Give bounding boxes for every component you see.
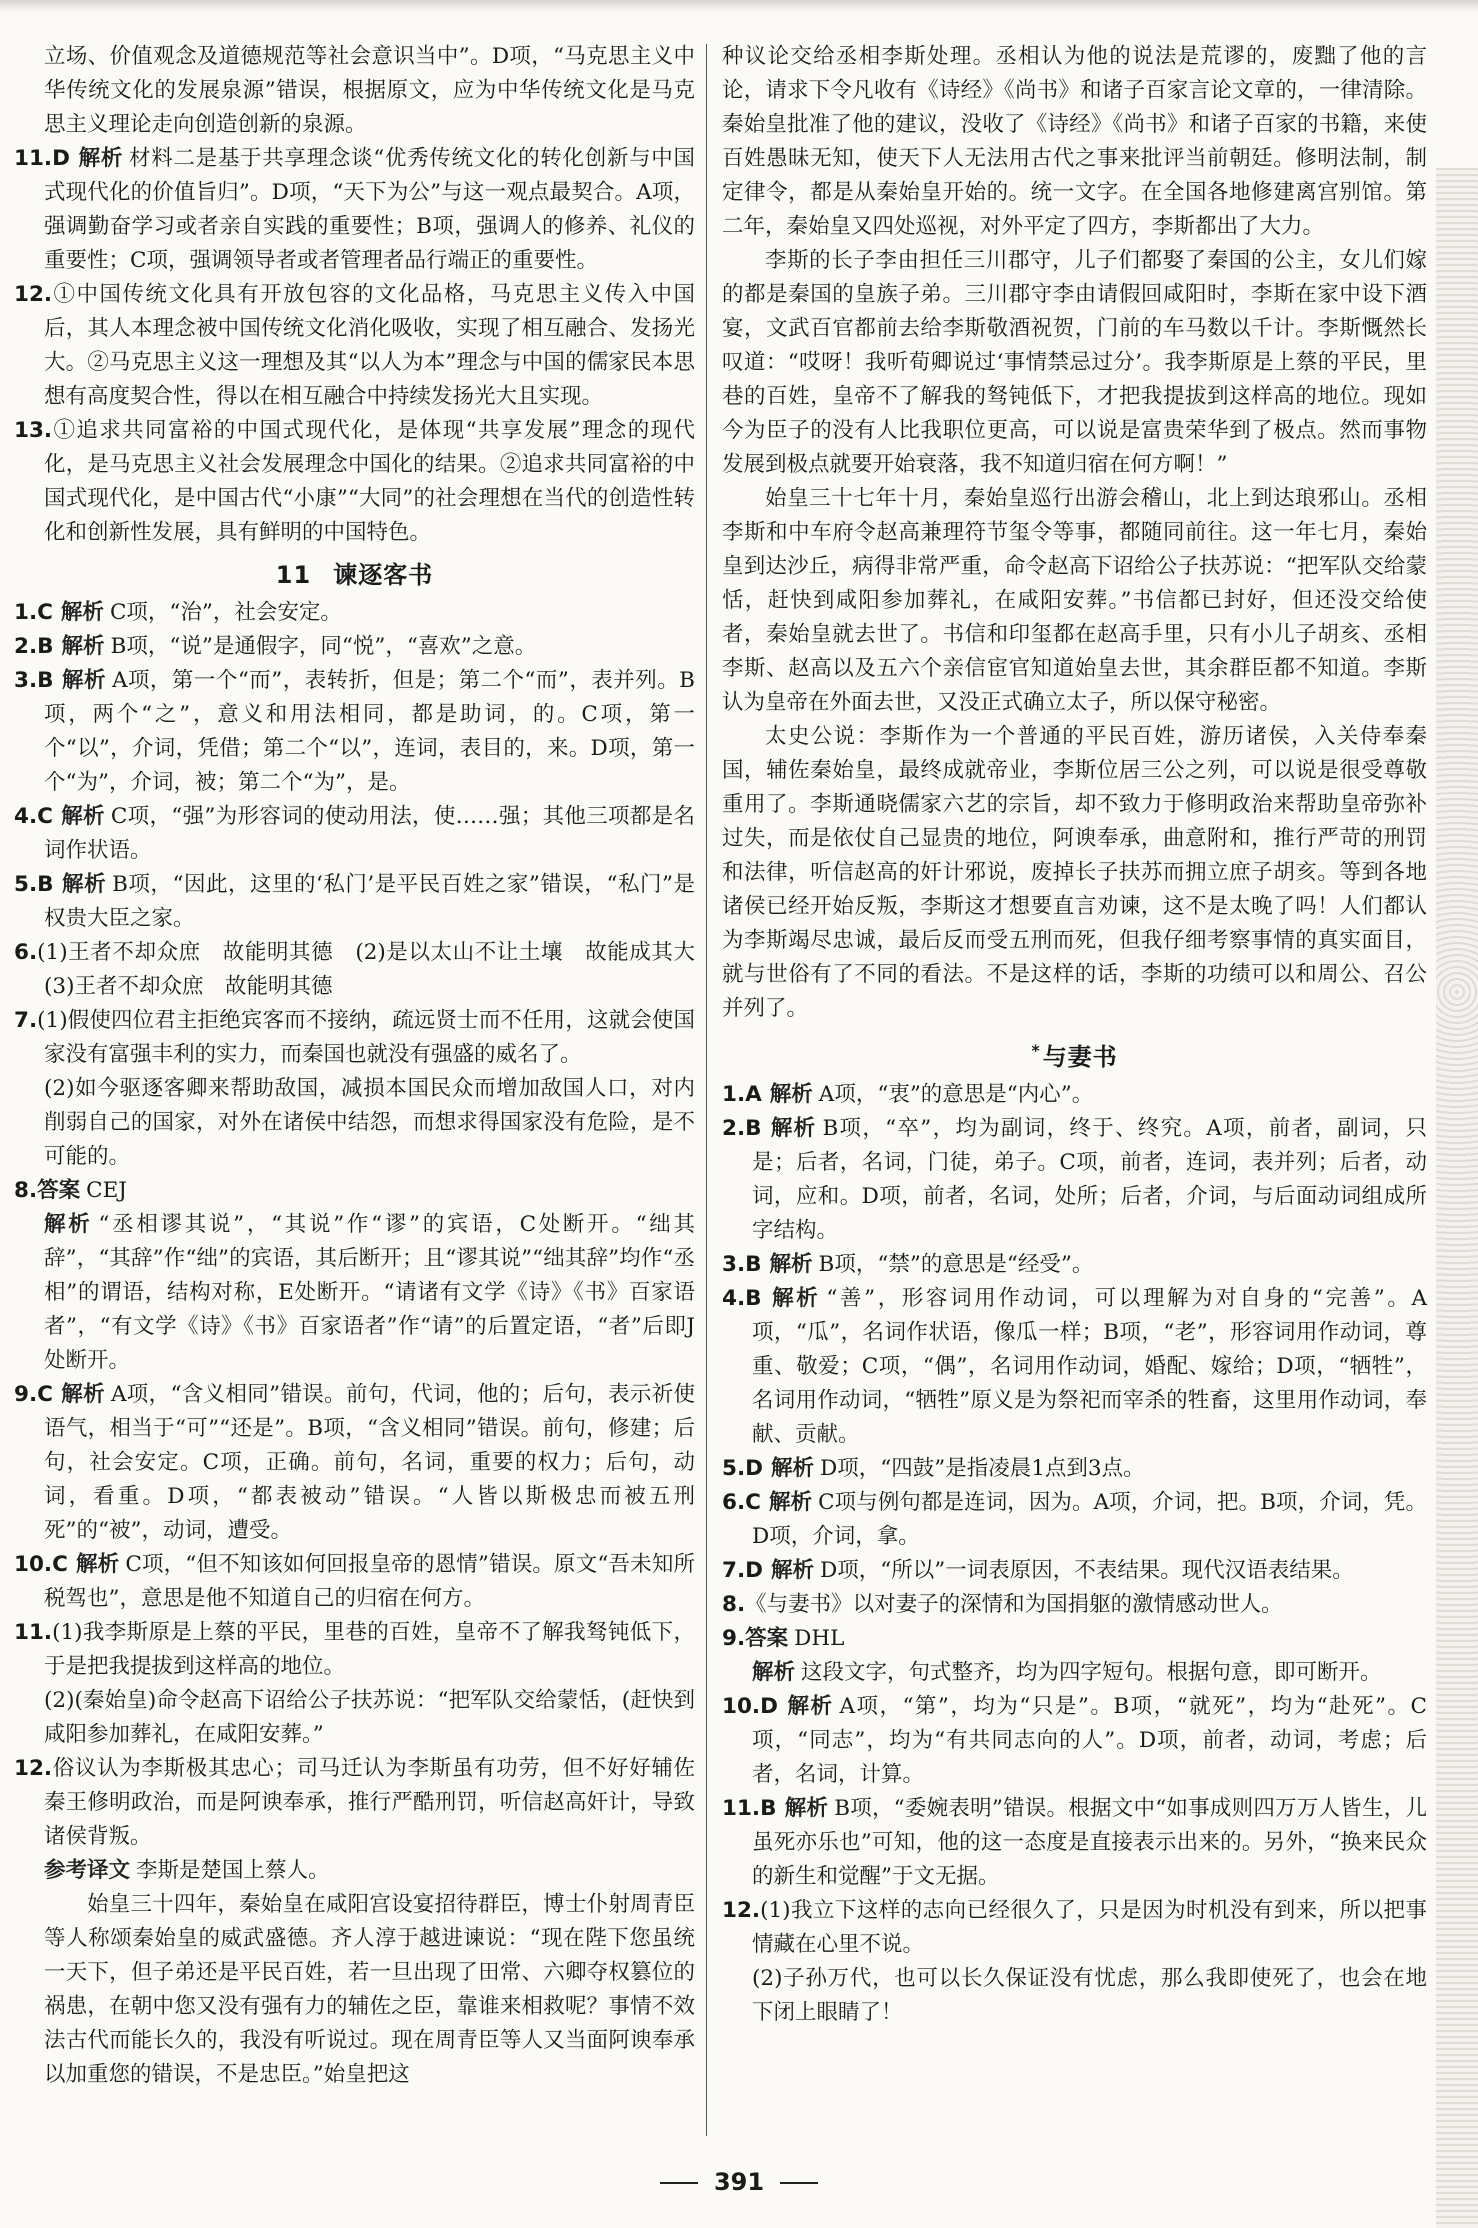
answer-item: 2.B 解析 B项，“说”是通假字，同“悦”，“喜欢”之意。 bbox=[14, 634, 537, 659]
translation-text: 始皇三十七年十月，秦始皇巡行出游会稽山，北上到达琅邪山。丞相李斯和中车府令赵高兼理符节玺令等事，都随同前往。这一年七月，秦始皇到达沙丘，病得非常严重，命令赵高下诏给公子扶苏说：“把军队交给蒙恬，赶快到咸阳参加葬礼，在咸阳安葬。”书信都已封好，但还没交给使者，秦始皇就去世了。书信和印玺都在赵高手里，只有小儿子胡亥、丞相李斯、赵高以及五六个亲信宦官知道始皇去世，其余群臣都不知道。李斯认为皇帝在外面去世，又没正式确立太子，所以保守秘密。 bbox=[722, 486, 1427, 715]
footer-dash bbox=[780, 2182, 818, 2184]
margin-decoration bbox=[1436, 168, 1478, 2228]
answer-item: 1.C 解析 C项，“治”，社会安定。 bbox=[14, 600, 342, 625]
column-divider bbox=[706, 44, 707, 2136]
answer-item: 5.D 解析 D项，“四鼓”是指凌晨1点到3点。 bbox=[722, 1456, 1145, 1481]
right-column bbox=[722, 40, 1427, 2030]
answer-item: 12.(1)我立下这样的志向已经很久了，只是因为时机没有到来，所以把事情藏在心里不说。 bbox=[722, 1898, 1427, 1957]
answer-item: 12.俗议认为李斯极其忠心；司马迁认为李斯虽有功劳，但不好好辅佐秦王修明政治，而是阿谀奉承，推行严酷刑罚，听信赵高奸计，导致诸侯背叛。 bbox=[14, 1756, 695, 1849]
section-title: 11 谏逐客书 bbox=[275, 561, 434, 589]
answer-item: 3.B 解析 B项，“禁”的意思是“经受”。 bbox=[722, 1252, 1094, 1277]
answer-item: 10.D 解析 A项，“第”，均为“只是”。B项，“就死”，均为“赴死”。C项，“同志”，均为“有共同志向的人”。D项，前者，动词，考虑；后者，名词，计算。 bbox=[722, 1694, 1427, 1787]
translation-text: 李斯的长子李由担任三川郡守，儿子们都娶了秦国的公主，女儿们嫁的都是秦国的皇族子弟。三川郡守李由请假回咸阳时，李斯在家中设下酒宴，文武百官都前去给李斯敬酒祝贺，门前的车马数以千计。李斯慨然长叹道：“哎呀！我听荀卿说过‘事情禁忌过分’。我李斯原是上蔡的平民，里巷的百姓，皇帝不了解我的驽钝低下，才把我提拔到这样高的地位。现如今为臣子的没有人比我职位更高，可以说是富贵荣华到了极点。然而事物发展到极点就要开始衰落，我不知道归宿在何方啊！” bbox=[722, 248, 1427, 477]
answer-subpart: (2)子孙万代，也可以长久保证没有忧虑，那么我即使死了，也会在地下闭上眼睛了！ bbox=[752, 1966, 1427, 2025]
answer-item: 11.D 解析 材料二是基于共享理念谈“优秀传统文化的转化创新与中国式现代化的价值旨归”。D项，“天下为公”与这一观点最契合。A项，强调勤奋学习或者亲自实践的重要性；B项，强调人的修养、礼仪的重要性；C项，强调领导者或者管理者品行端正的重要性。 bbox=[14, 146, 695, 273]
answer-subpart: (2)如今驱逐客卿来帮助敌国，减损本国民众而增加敌国人口，对内削弱自己的国家，对外在诸侯中结怨，而想求得国家没有危险，是不可能的。 bbox=[44, 1076, 695, 1169]
answer-subpart: 解析 “丞相谬其说”，“其说”作“谬”的宾语，C处断开。“绌其辞”，“其辞”作“绌”的宾语，其后断开；且“谬其说”“绌其辞”均作“丞相”的谓语，结构对称，E处断开。“请诸有文学《诗》《书》百家语者”，“有文学《诗》《书》百家语者”作“请”的后置定语，“者”后即J处断开。 bbox=[44, 1212, 695, 1373]
continued-text: 立场、价值观念及道德规范等社会意识当中”。D项，“马克思主义中华传统文化的发展泉源”错误，根据原文，应为中华传统文化是马克思主义理论走向创造创新的泉源。 bbox=[44, 44, 695, 137]
answer-item: 9.答案 DHL bbox=[722, 1626, 845, 1651]
answer-item: 5.B 解析 B项，“因此，这里的‘私门’是平民百姓之家”错误，“私门”是权贵大臣之家。 bbox=[14, 872, 695, 931]
answer-subpart: (2)(秦始皇)命令赵高下诏给公子扶苏说：“把军队交给蒙恬，(赶快到咸阳参加葬礼，在咸阳安葬。” bbox=[44, 1688, 695, 1747]
answer-item: 11.(1)我李斯原是上蔡的平民，里巷的百姓，皇帝不了解我驽钝低下，于是把我提拔到这样高的地位。 bbox=[14, 1620, 695, 1679]
answer-item: 8.答案 CEJ bbox=[14, 1178, 127, 1203]
scan-edge bbox=[0, 0, 1478, 12]
footer-dash bbox=[660, 2182, 698, 2184]
left-column bbox=[14, 40, 717, 2092]
answer-item: 13.①追求共同富裕的中国式现代化，是体现“共享发展”理念的现代化，是马克思主义社会发展理念中国化的结果。②追求共同富裕的中国式现代化，是中国古代“小康”“大同”的社会理想在当代的创造性转化和创新性发展，具有鲜明的中国特色。 bbox=[14, 418, 695, 545]
answer-item: 4.C 解析 C项，“强”为形容词的使动用法，使……强；其他三项都是名词作状语。 bbox=[14, 804, 695, 863]
answer-item: 11.B 解析 B项，“委婉表明”错误。根据文中“如事成则四万万人皆生，儿虽死亦乐也”可知，他的这一态度是直接表示出来的。另外，“换来民众的新生和觉醒”于文无据。 bbox=[722, 1796, 1427, 1889]
answer-item: 6.C 解析 C项与例句都是连词，因为。A项，介词，把。B项，介词，凭。D项，介词，拿。 bbox=[722, 1490, 1427, 1549]
translation-heading: 参考译文 李斯是楚国上蔡人。 bbox=[44, 1858, 330, 1883]
answer-item: 9.C 解析 A项，“含义相同”错误。前句，代词，他的；后句，表示祈使语气，相当于“可”“还是”。B项，“含义相同”错误。前句，修建；后句，社会安定。C项，正确。前句，名词，重要的权力；后句，动词，看重。D项，“都表被动”错误。“人皆以斯极忠而被五刑死”的“被”，动词，遭受。 bbox=[14, 1382, 695, 1543]
answer-item: 7.D 解析 D项，“所以”一词表原因，不表结果。现代汉语表结果。 bbox=[722, 1558, 1354, 1583]
page-number: 391 bbox=[713, 2168, 765, 2196]
section-title: *与妻书 bbox=[1031, 1041, 1118, 1071]
answer-item: 6.(1)王者不却众庶 故能明其德 (2)是以太山不让土壤 故能成其大 (3)王者不却众庶 故能明其德 bbox=[14, 940, 717, 999]
answer-item: 1.A 解析 A项，“衷”的意思是“内心”。 bbox=[722, 1082, 1094, 1107]
answer-item: 12.①中国传统文化具有开放包容的文化品格，马克思主义传入中国后，其人本理念被中国传统文化消化吸收，实现了相互融合、发扬光大。②马克思主义这一理想及其“以人为本”理念与中国的儒家民本思想有高度契合性，得以在相互融合中持续发扬光大且实现。 bbox=[14, 282, 695, 409]
answer-item: 10.C 解析 C项，“但不知该如何回报皇帝的恩情”错误。原文“吾未知所税驾也”，意思是他不知道自己的归宿在何方。 bbox=[14, 1552, 695, 1611]
answer-item: 2.B 解析 B项，“卒”，均为副词，终于、终究。A项，前者，副词，只是；后者，名词，门徒，弟子。C项，前者，连词，表并列；后者，动词，应和。D项，前者，名词，处所；后者，介词，与后面动词组成所字结构。 bbox=[722, 1116, 1427, 1243]
translation-text: 种议论交给丞相李斯处理。丞相认为他的说法是荒谬的，废黜了他的言论，请求下令凡收有《诗经》《尚书》和诸子百家言论文章的，一律清除。秦始皇批准了他的建议，没收了《诗经》《尚书》和诸子百家的书籍，来使百姓愚昧无知，使天下人无法用古代之事来批评当前朝廷。修明法制，制定律令，都是从秦始皇开始的。统一文字。在全国各地修建离宫别馆。第二年，秦始皇又四处巡视，对外平定了四方，李斯都出了大力。 bbox=[722, 44, 1427, 239]
translation-text: 始皇三十四年，秦始皇在咸阳宫设宴招待群臣，博士仆射周青臣等人称颂秦始皇的威武盛德。齐人淳于越进谏说：“现在陛下您虽统一天下，但子弟还是平民百姓，若一旦出现了田常、六卿夺权篡位的祸患，在朝中您又没有强有力的辅佐之臣，靠谁来相救呢？事情不效法古代而能长久的，我没有听说过。现在周青臣等人又当面阿谀奉承以加重您的错误，不是忠臣。”始皇把这 bbox=[44, 1892, 695, 2087]
page-footer bbox=[0, 2168, 1478, 2196]
answer-item: 7.(1)假使四位君主拒绝宾客而不接纳，疏远贤士而不任用，这就会使国家没有富强丰利的实力，而秦国也就没有强盛的威名了。 bbox=[14, 1008, 695, 1067]
answer-item: 4.B 解析 “善”，形容词用作动词，可以理解为对自身的“完善”。A项，“瓜”，名词作状语，像瓜一样；B项，“老”，形容词用作动词，尊重、敬爱；C项，“偶”，名词用作动词，婚配、嫁给；D项，“牺牲”，名词用作动词，“牺牲”原义是为祭祀而宰杀的牲畜，这里用作动词，奉献、贡献。 bbox=[722, 1286, 1427, 1447]
answer-item: 8.《与妻书》以对妻子的深情和为国捐躯的激情感动世人。 bbox=[722, 1592, 1283, 1617]
answer-subpart: 解析 这段文字，句式整齐，均为四字短句。根据句意，即可断开。 bbox=[752, 1660, 1382, 1685]
translation-text: 太史公说：李斯作为一个普通的平民百姓，游历诸侯，入关侍奉秦国，辅佐秦始皇，最终成就帝业，李斯位居三公之列，可以说是很受尊敬重用了。李斯通晓儒家六艺的宗旨，却不致力于修明政治来帮助皇帝弥补过失，而是依仗自己显贵的地位，阿谀奉承，曲意附和，推行严苛的刑罚和法律，听信赵高的奸计邪说，废掉长子扶苏而拥立庶子胡亥。等到各地诸侯已经开始反叛，李斯这才想要直言劝谏，这不是太晚了吗！人们都认为李斯竭尽忠诚，最后反而受五刑而死，但我仔细考察事情的真实面目，就与世俗有了不同的看法。不是这样的话，李斯的功绩可以和周公、召公并列了。 bbox=[722, 724, 1427, 1021]
answer-item: 3.B 解析 A项，第一个“而”，表转折，但是；第二个“而”，表并列。B项，两个“之”，意义和用法相同，都是助词，的。C项，第一个“以”，介词，凭借；第二个“以”，连词，表目的，来。D项，第一个“为”，介词，被；第二个“为”，是。 bbox=[14, 668, 695, 795]
